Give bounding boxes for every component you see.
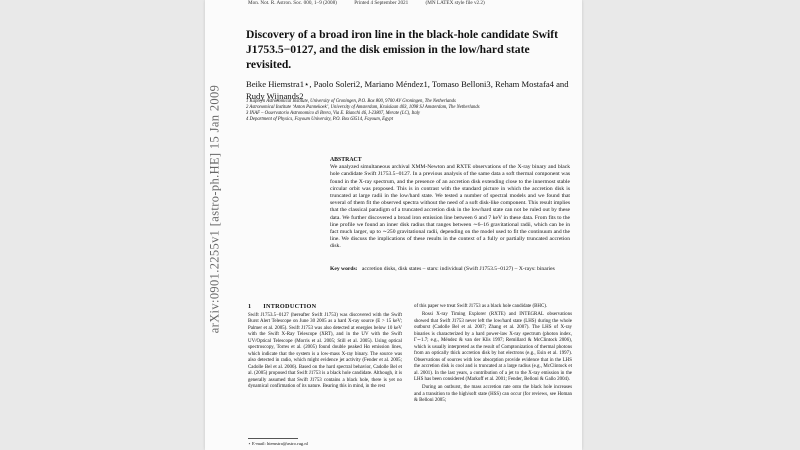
running-header (248, 0, 501, 6)
section-heading (248, 303, 326, 310)
keywords-text: accretion disks, disk states – stars: individual (Swift J1753.5−0127) – X-rays: binaries (361, 266, 555, 272)
section-title: INTRODUCTION (263, 303, 317, 310)
journal-citation: Mon. Not. R. Astron. Soc. 000, 1–9 (2008) (248, 0, 337, 6)
keywords-block (330, 266, 570, 273)
paragraph: During an outburst, the mass accretion rate onto the black hole increases and a transition to the high/soft state (HSS) can occur (for reviews, see Homan & Belloni 2005; (414, 385, 572, 404)
affiliation: 2 Astronomical Institute ‘Anton Pannekoek’, University of Amsterdam, Kruislaan 403, 1098 SJ Amsterdam, The Netherlands (246, 105, 480, 111)
abstract-heading: ABSTRACT (330, 157, 362, 163)
affiliations (246, 99, 581, 123)
right-column-text (414, 304, 572, 405)
abstract-text: We analyzed simultaneous archival XMM-Newton and RXTE observations of the X-ray binary and black hole candidate Swift J1753.5−0127. In a previous analysis of the same data a soft thermal component was found in the X-ray spectrum, and the presence of an accretion disk extending close to the innermost stable circular orbit was proposed. This is in contrast with the standard picture in which the accretion disk is truncated at large radii in the low/hard state. We tested a number of spectral models and we found that several of them fit the observed spectra without the need of a soft disk-like component. This result implies that the classical paradigm of a truncated accretion disk in the low/hard state can not be ruled out by these data. We further discovered a broad iron emission line between 6 and 7 keV in these data. From fits to the line profile we found an inner disk radius that ranges between ∼6–16 gravitational radii, which can be in fact much larger, up to ∼250 gravitational radii, depending on the model used to fit the continuum and the line. We discuss the implications of these results in the context of a fully or partially truncated accretion disk. (330, 164, 570, 250)
keywords-label: Key words: (330, 266, 358, 272)
affiliation: 3 INAF – Osservatorio Astronomico di Brera, Via E. Bianchi 46, I-23807, Merate (LC), Italy (246, 111, 421, 117)
footnote: ⋆ E-mail: hiemstra@astro.rug.nl (248, 441, 308, 446)
paper-title: Discovery of a broad iron line in the black-hole candidate Swift J1753.5−0127, and the disk emission in the low/hard state revisited. (246, 28, 558, 71)
paper-page (205, 0, 582, 450)
author-list: Beike Hiemstra1⋆, Paolo Soleri2, Mariano Méndez1, Tomaso Belloni3, Reham Mostafa4 and Rudy Wijnands2 (246, 79, 569, 101)
section-number: 1 (248, 303, 252, 310)
paragraph: Swift J1753.5−0127 (hereafter Swift J1753) was discovered with the Swift Burst Alert Telescope on June 30 2005 as a hard X-ray source (E > 15 keV; Palmer et al. 2005). Swift J1753 was also detected at energies below 10 keV with the Swift X-Ray Telescope (XRT), and in the UV with the Swift UV/Optical Telescope (Morris et al. 2005; Still et al. 2005). Using optical spectroscopy, Torres et al. (2005) found double peaked Hα emission lines, which indicate that the system is a low-mass X-ray binary. The source was also detected in radio, which might evidence jet activity (Fender et al. 2005; Cadolle Bel et al. 2006). Based on the hard spectral behavior, Cadolle Bel et al. (2005) proposed that Swift J1753 is a black hole candidate. Although, it is generally assumed that Swift J1753 contains a black hole, there is yet no dynamical confirmation of its nature. Bearing this in mind, in the rest (248, 313, 402, 389)
footnote-rule (248, 438, 298, 439)
affiliation: 4 Department of Physics, Fayoum University, P.O. Box 63514, Fayoum, Egypt (246, 117, 394, 123)
abstract-block (330, 157, 570, 251)
paragraph: of this paper we treat Swift J1753 as a black hole candidate (BHC). (414, 304, 548, 309)
arxiv-identifier[interactable]: arXiv:0901.2255v1 [astro-ph.HE] 15 Jan 2009 (207, 84, 222, 334)
style-file: (MN LATEX style file v2.2) (425, 0, 485, 6)
left-column-text (248, 313, 402, 390)
affiliation: 1 Kapteyn Astronomical Institute, University of Groningen, P.O. Box 800, 9700 AV Groningen, The Netherlands (246, 99, 456, 104)
print-date: Printed 4 September 2021 (354, 0, 409, 6)
paragraph: Rossi X-ray Timing Explorer (RXTE) and INTEGRAL observations showed that Swift J1753 never left the low/hard state (LHS) during the whole outburst (Cadolle Bel et al. 2007; Zhang et al. 2007). The LHS of X-ray binaries is characterized by a hard power-law X-ray spectrum (photon index, Γ∼1.7; e.g., Méndez & van der Klis 1997; Remillard & McClintock 2006), which is usually interpreted as the result of Comptonization of thermal photons from an optically thick accretion disk by hot electrons (e.g., Esin et al. 1997). Observations of sources with low absorption provide evidence that in the LHS the accretion disk is cool and is truncated at a large radius (e.g., McClintock et al. 2001). In the last years, a contribution of a jet to the X-ray emission in the LHS has been considered (Markoff et al. 2001; Fender, Belloni & Gallo 2004). (414, 312, 572, 382)
arxiv-margin (205, 0, 225, 450)
